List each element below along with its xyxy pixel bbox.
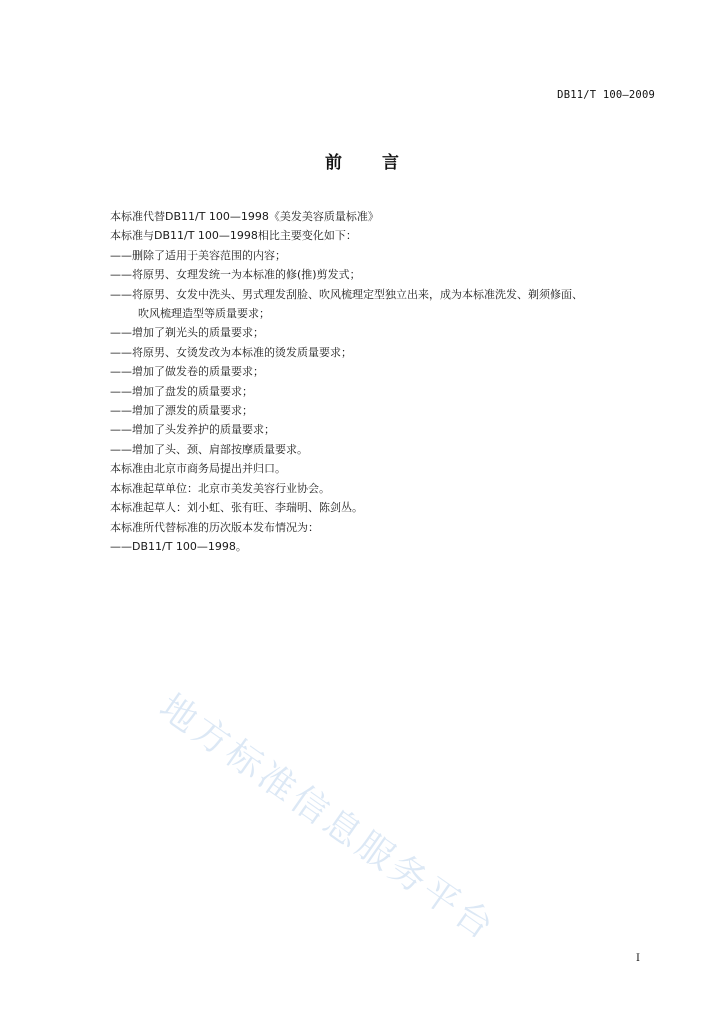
change-item: ——将原男、女理发统一为本标准的修(推)剪发式；	[110, 268, 361, 282]
change-item: ——将原男、女发中洗头、男式理发刮脸、吹风梳理定型独立出来，成为本标准洗发、剃须修面、	[110, 287, 583, 301]
paragraph-proposer: 本标准由北京市商务局提出并归口。	[110, 462, 286, 476]
change-item: ——删除了适用于美容范围的内容；	[110, 248, 286, 262]
paragraph-changes-intro: 本标准与DB11/T 100—1998相比主要变化如下：	[110, 229, 357, 243]
change-item-continued: 吹风梳理造型等质量要求；	[138, 307, 270, 321]
change-item: ——增加了头、颈、肩部按摩质量要求。	[110, 442, 308, 456]
change-item: ——增加了漂发的质量要求；	[110, 404, 253, 418]
title-part-2: 言	[382, 153, 399, 173]
standard-code: DB11/T 100—2009	[557, 89, 655, 101]
paragraph-drafters: 本标准起草人：刘小虹、张有旺、李瑞明、陈剑丛。	[110, 501, 363, 515]
page-title	[0, 148, 724, 173]
watermark-text: 地方标准信息服务平台	[151, 686, 504, 950]
page-number: I	[636, 953, 640, 964]
change-item: ——增加了盘发的质量要求；	[110, 384, 253, 398]
change-item: ——增加了头发养护的质量要求；	[110, 423, 275, 437]
paragraph-replaces: 本标准代替DB11/T 100—1998《美发美容质量标准》	[110, 210, 379, 223]
foreword-body	[110, 207, 670, 556]
paragraph-drafting-unit: 本标准起草单位：北京市美发美容行业协会。	[110, 481, 330, 495]
change-item: ——增加了做发卷的质量要求；	[110, 365, 264, 379]
paragraph-previous-editions: 本标准所代替标准的历次版本发布情况为：	[110, 520, 319, 534]
previous-edition-item: ——DB11/T 100—1998。	[110, 539, 247, 553]
change-item: ——将原男、女烫发改为本标准的烫发质量要求；	[110, 345, 352, 359]
title-part-1: 前	[325, 153, 342, 173]
change-item: ——增加了剃光头的质量要求；	[110, 326, 264, 340]
